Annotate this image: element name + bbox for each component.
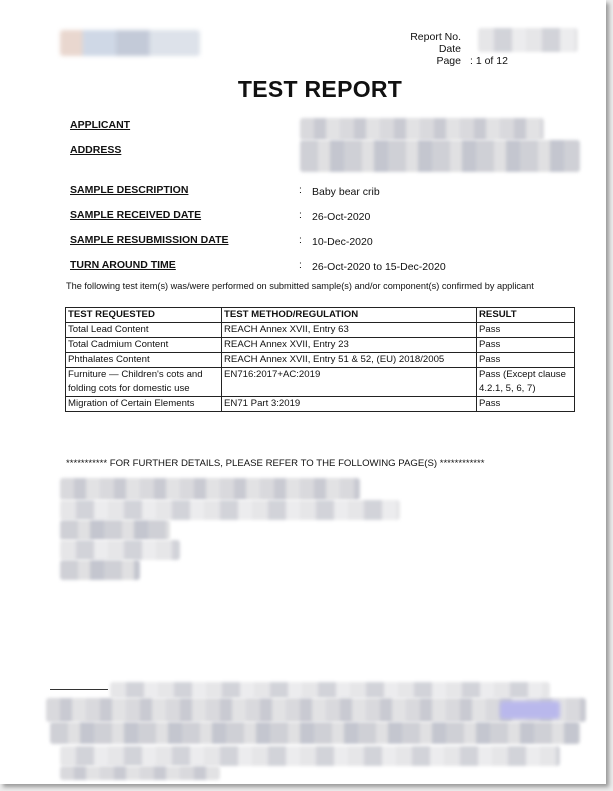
applicant-label: APPLICANT — [70, 119, 131, 131]
test-cell: Total Cadmium Content — [66, 338, 222, 353]
method-cell: REACH Annex XVII, Entry 23 — [222, 338, 477, 353]
redacted-signature-line-4 — [60, 540, 180, 560]
method-cell: REACH Annex XVII, Entry 51 & 52, (EU) 2018/2005 — [222, 353, 477, 368]
test-cell: Phthalates Content — [66, 353, 222, 368]
header-test-method: TEST METHOD/REGULATION — [222, 308, 477, 323]
colon: : — [299, 259, 302, 271]
intro-text: The following test item(s) was/were performed on submitted sample(s) and/or component(s) confirmed by applicant — [66, 281, 534, 291]
sample-resubmission-label: SAMPLE RESUBMISSION DATE — [70, 234, 229, 246]
redacted-logo — [60, 30, 200, 56]
test-cell: Migration of Certain Elements — [66, 397, 222, 412]
redacted-footer-highlight — [500, 701, 560, 719]
colon: : — [299, 234, 302, 246]
sample-description-value: Baby bear crib — [312, 186, 380, 198]
redacted-signature-line-1 — [60, 478, 360, 500]
redacted-footer-line-4 — [60, 746, 560, 766]
redacted-footer-line-5 — [60, 766, 220, 780]
table-row — [66, 323, 575, 338]
redacted-applicant — [300, 118, 544, 140]
date-label: Date — [438, 43, 461, 55]
sample-description-label: SAMPLE DESCRIPTION — [70, 184, 189, 196]
result-cell: Pass — [477, 397, 575, 412]
method-cell: REACH Annex XVII, Entry 63 — [222, 323, 477, 338]
turn-around-label: TURN AROUND TIME — [70, 259, 176, 271]
method-cell: EN716:2017+AC:2019 — [222, 368, 477, 397]
table-row — [66, 397, 575, 412]
further-details-note: *********** FOR FURTHER DETAILS, PLEASE REFER TO THE FOLLOWING PAGE(S) ************ — [66, 458, 485, 469]
sample-resubmission-value: 10-Dec-2020 — [312, 236, 373, 248]
table-row — [66, 368, 575, 397]
redacted-address — [300, 140, 580, 172]
test-cell: Total Lead Content — [66, 323, 222, 338]
footer-divider — [50, 689, 108, 690]
page-value: : 1 of 12 — [470, 55, 508, 67]
result-cell: Pass — [477, 338, 575, 353]
page-title: TEST REPORT — [237, 76, 403, 102]
table-row — [66, 353, 575, 368]
header-result: RESULT — [477, 308, 575, 323]
redacted-signature-line-5 — [60, 560, 140, 580]
redacted-footer-line-3 — [50, 722, 580, 744]
method-cell: EN71 Part 3:2019 — [222, 397, 477, 412]
colon: : — [299, 184, 302, 196]
result-cell: Pass — [477, 323, 575, 338]
redacted-signature-line-2 — [60, 500, 400, 520]
sample-received-value: 26-Oct-2020 — [312, 211, 371, 223]
report-no-label: Report No. — [410, 31, 461, 43]
address-label: ADDRESS — [70, 144, 122, 156]
colon: : — [299, 209, 302, 221]
result-cell: Pass (Except clause 4.2.1, 5, 6, 7) — [477, 368, 575, 397]
turn-around-value: 26-Oct-2020 to 15-Dec-2020 — [312, 261, 446, 273]
results-table — [65, 307, 575, 412]
sample-received-label: SAMPLE RECEIVED DATE — [70, 209, 202, 221]
redacted-report-number — [478, 28, 578, 52]
table-row — [66, 338, 575, 353]
page-label: Page — [436, 55, 461, 67]
header-test-requested: TEST REQUESTED — [66, 308, 222, 323]
result-cell: Pass — [477, 353, 575, 368]
table-header-row — [66, 308, 575, 323]
redacted-signature-line-3 — [60, 520, 170, 540]
test-cell: Furniture — Children's cots and folding cots for domestic use — [66, 368, 222, 397]
redacted-footer-line-1 — [110, 682, 550, 698]
